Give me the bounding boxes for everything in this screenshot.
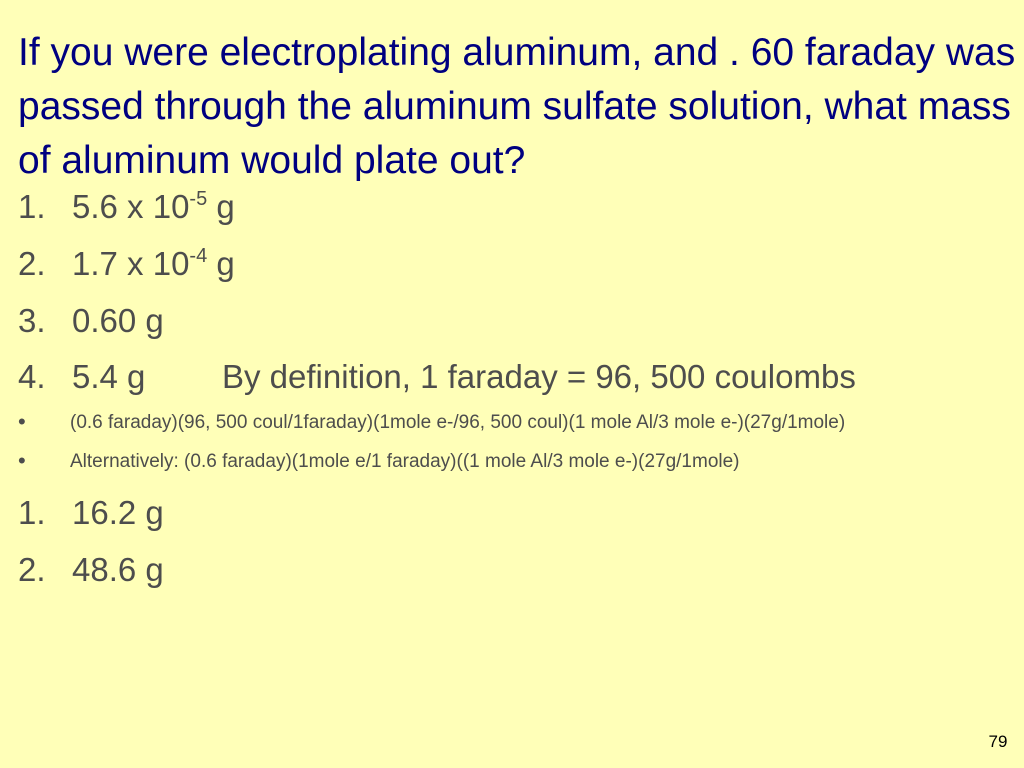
option-number: 2. — [18, 551, 46, 588]
option-number: 4. — [18, 358, 46, 395]
bullet-1 — [0, 409, 1024, 440]
bullet-text: (0.6 faraday)(96, 500 coul/1faraday)(1mole e-/96, 500 coul)(1 mole Al/3 mole e-)(27g/1mole) — [70, 412, 846, 433]
option-number: 3. — [18, 302, 46, 339]
option-text: 0.60 g — [72, 302, 164, 339]
option-1 — [0, 188, 1024, 228]
option-text: 48.6 g — [72, 551, 164, 588]
definition-note: By definition, 1 faraday = 96, 500 coulombs — [222, 358, 856, 395]
bullet-marker: • — [18, 409, 26, 434]
option-2 — [0, 245, 1024, 285]
option-base: 5.6 x 10 — [72, 188, 190, 225]
page-number: 79 — [988, 732, 1008, 751]
slide-title: If you were electroplating aluminum, and . 60 faraday was passed through the aluminum sulfate solution, what mass of aluminum would plate out? — [18, 31, 1016, 182]
option-text: 16.2 g — [72, 494, 164, 531]
bullet-text: Alternatively: (0.6 faraday)(1mole e/1 faraday)((1 mole Al/3 mole e-)(27g/1mole) — [70, 451, 740, 472]
answer-option-2 — [0, 551, 1024, 591]
option-number: 1. — [18, 494, 46, 531]
option-exponent: -4 — [189, 245, 208, 267]
option-text — [72, 188, 235, 226]
option-text: 5.4 g — [72, 358, 146, 395]
option-3 — [0, 302, 1024, 342]
option-number: 1. — [18, 188, 46, 225]
option-unit: g — [207, 188, 235, 225]
option-exponent: -5 — [189, 188, 208, 210]
option-unit: g — [207, 245, 235, 282]
bullet-marker: • — [18, 448, 26, 473]
option-number: 2. — [18, 245, 46, 282]
option-base: 1.7 x 10 — [72, 245, 190, 282]
option-4 — [0, 358, 1024, 398]
answer-option-1 — [0, 494, 1024, 534]
option-text — [72, 245, 235, 283]
bullet-2 — [0, 448, 1024, 479]
